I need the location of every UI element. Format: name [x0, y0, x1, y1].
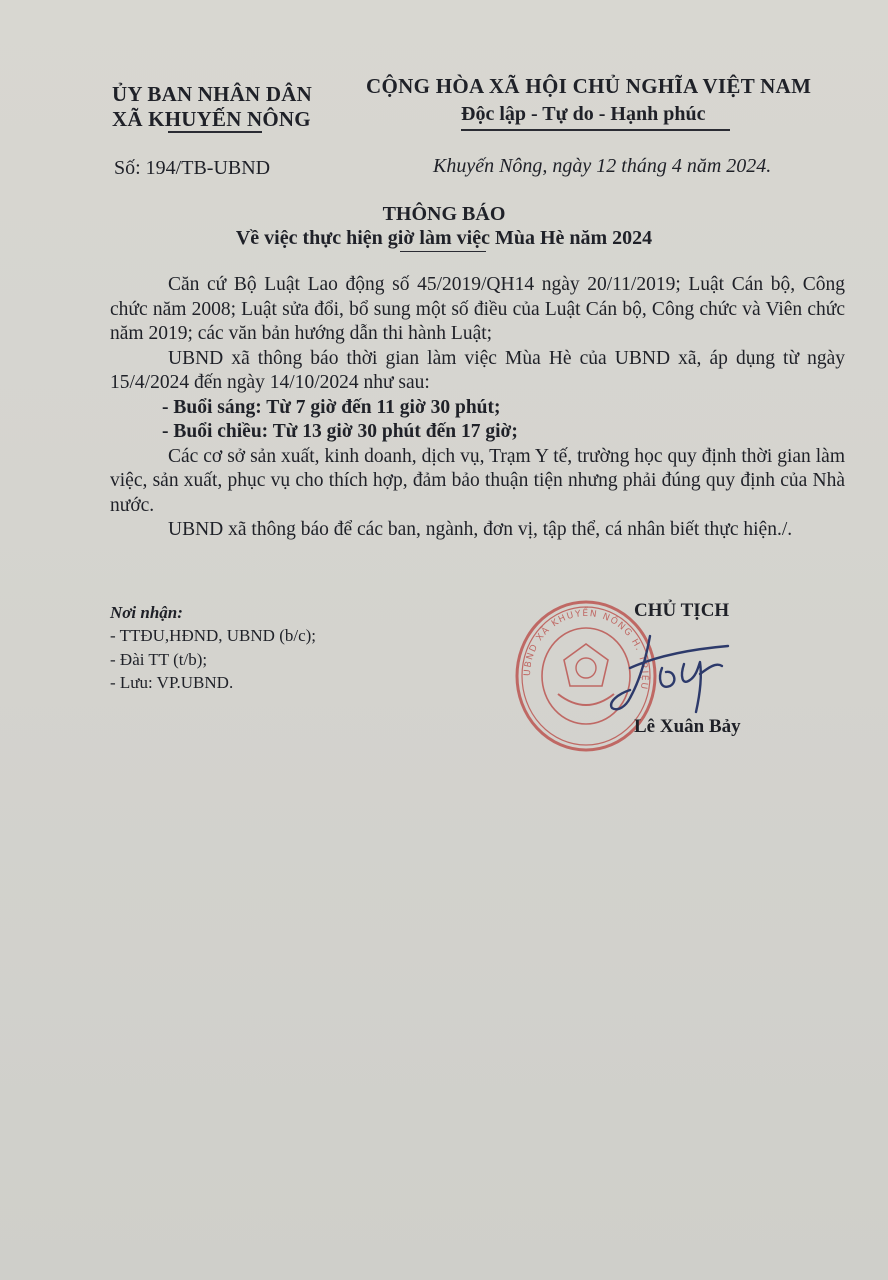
recipient-item: - TTĐU,HĐND, UBND (b/c); — [110, 626, 317, 645]
body-paragraph-legal-basis: Căn cứ Bộ Luật Lao động số 45/2019/QH14 ngày 20/11/2019; Luật Cán bộ, Công chức năm 2008; Luật sửa đổi, bổ sung một số điều của Luật Cán bộ, Công chức và Viên chức năm 2019; các văn bản hướng dẫn thi hành Luật; — [110, 274, 845, 344]
document-title: THÔNG BÁO — [382, 203, 506, 225]
morning-hours-item: - Buổi sáng: Từ 7 giờ đến 11 giờ 30 phút; — [162, 396, 501, 418]
issuing-authority-line2: XÃ KHUYẾN NÔNG — [112, 107, 311, 131]
afternoon-hours-item: - Buổi chiều: Từ 13 giờ 30 phút đến 17 giờ; — [162, 421, 518, 442]
handwritten-signature — [600, 628, 740, 718]
recipient-item: - Đài TT (t/b); — [110, 650, 208, 669]
document-body — [110, 273, 845, 543]
signer-name: Lê Xuân Bảy — [634, 716, 741, 737]
issue-date: Khuyến Nông, ngày 12 tháng 4 năm 2024. — [433, 155, 772, 177]
subtitle-underline — [400, 251, 486, 252]
document-subtitle: Về việc thực hiện giờ làm việc Mùa Hè năm 2024 — [235, 227, 653, 249]
recipients-label: Nơi nhận: — [110, 603, 183, 622]
recipient-item: - Lưu: VP.UBND. — [110, 673, 234, 692]
document-number: Số: 194/TB-UBND — [114, 157, 271, 179]
issuing-authority-line1: ỦY BAN NHÂN DÂN — [112, 82, 312, 106]
national-title: CỘNG HÒA XÃ HỘI CHỦ NGHĨA VIỆT NAM — [366, 74, 812, 98]
body-paragraph-announcement: UBND xã thông báo thời gian làm việc Mùa Hè của UBND xã, áp dụng từ ngày 15/4/2024 đến ngày 14/10/2024 như sau: — [110, 347, 845, 393]
authority-underline — [168, 131, 262, 133]
motto-underline — [461, 129, 730, 131]
body-paragraph-businesses: Các cơ sở sản xuất, kinh doanh, dịch vụ, Trạm Y tế, trường học quy định thời gian làm việc, sản xuất, phục vụ cho thích hợp, đảm bảo thuận tiện nhưng phải đúng quy định của Nhà nước. — [110, 445, 845, 516]
signer-title: CHỦ TỊCH — [634, 600, 730, 621]
body-paragraph-closing: UBND xã thông báo để các ban, ngành, đơn vị, tập thể, cá nhân biết thực hiện./. — [168, 519, 793, 540]
seal-ring-text: UBND XÃ KHUYẾN NÔNG H. TRIỆU — [522, 608, 650, 692]
national-motto: Độc lập - Tự do - Hạnh phúc — [461, 103, 706, 125]
